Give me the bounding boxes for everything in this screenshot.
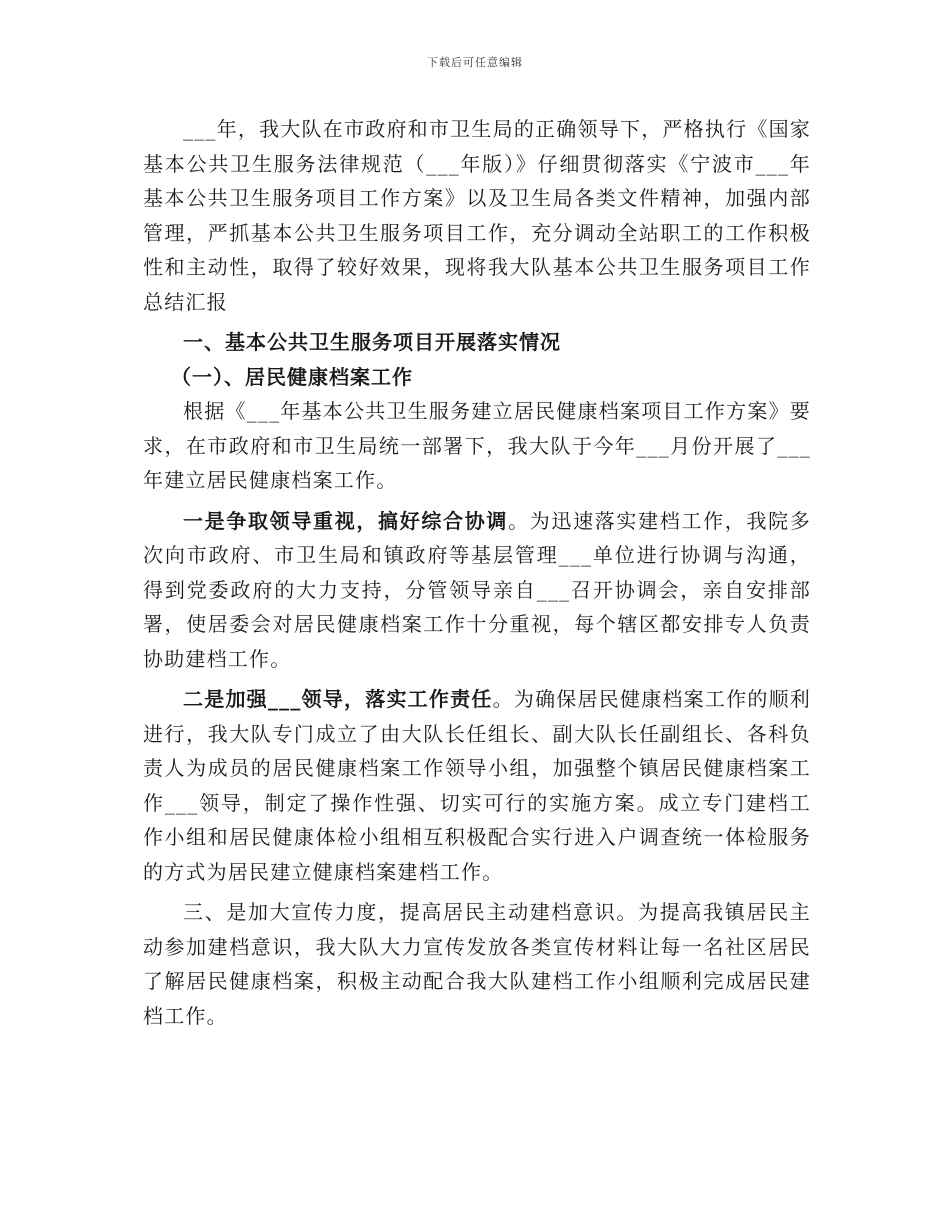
section-heading: 一、基本公共卫生服务项目开展落实情况 <box>183 330 561 354</box>
basis-paragraph: 根据《___年基本公共卫生服务建立居民健康档案项目工作方案》要求，在市政府和市卫生局统一部署下，我大队于今年___月份开展了___年建立居民健康档案工作。 <box>143 399 811 492</box>
document-body <box>143 112 811 1033</box>
point-three-paragraph: 三、是加大宣传力度，提高居民主动建档意识。为提高我镇居民主动参加建档意识，我大队大力宣传发放各类宣传材料让每一名社区居民了解居民健康档案，积极主动配合我大队建档工作小组顺利完成居民建档工作。 <box>143 900 811 1028</box>
subsection-heading: （一）、居民健康档案工作 <box>171 364 413 389</box>
point-two-body: 。为确保居民健康档案工作的顺利进行，我大队专门成立了由大队长任组长、副大队长任副组长、各科负责人为成员的居民健康档案工作领导小组，加强整个镇居民健康档案工作___领导，制定了操作性强、切实可行的实施方案。成立专门建档工作小组和居民健康体检小组相互积极配合实行进入户调查统一体检服务的方式为居民建立健康档案建档工作。 <box>143 687 812 884</box>
point-one-lead: 一是争取领导重视，搞好综合协调 <box>183 508 509 533</box>
point-two-paragraph <box>143 682 811 889</box>
point-one-paragraph <box>143 504 811 677</box>
intro-paragraph: ___年，我大队在市政府和市卫生局的正确领导下，严格执行《国家基本公共卫生服务法律规范（___年版）》仔细贯彻落实《宁波市___年基本公共卫生服务项目工作方案》以及卫生局各类文件精神，加强内部管理，严抓基本公共卫生服务项目工作，充分调动全站职工的工作积极性和主动性，取得了较好效果，现将我大队基本公共卫生服务项目工作总结汇报 <box>143 117 811 314</box>
point-one-body: 。为迅速落实建档工作，我院多次向市政府、市卫生局和镇政府等基层管理___单位进行协调与沟通，得到党委政府的大力支持，分管领导亲自___召开协调会，亲自安排部署，使居委会对居民健康档案工作十分重视，每个辖区都安排专人负责协助建档工作。 <box>143 508 812 671</box>
header-note: 下载后可任意编辑 <box>427 56 523 69</box>
point-two-lead: 二是加强___领导，落实工作责任 <box>183 687 493 711</box>
